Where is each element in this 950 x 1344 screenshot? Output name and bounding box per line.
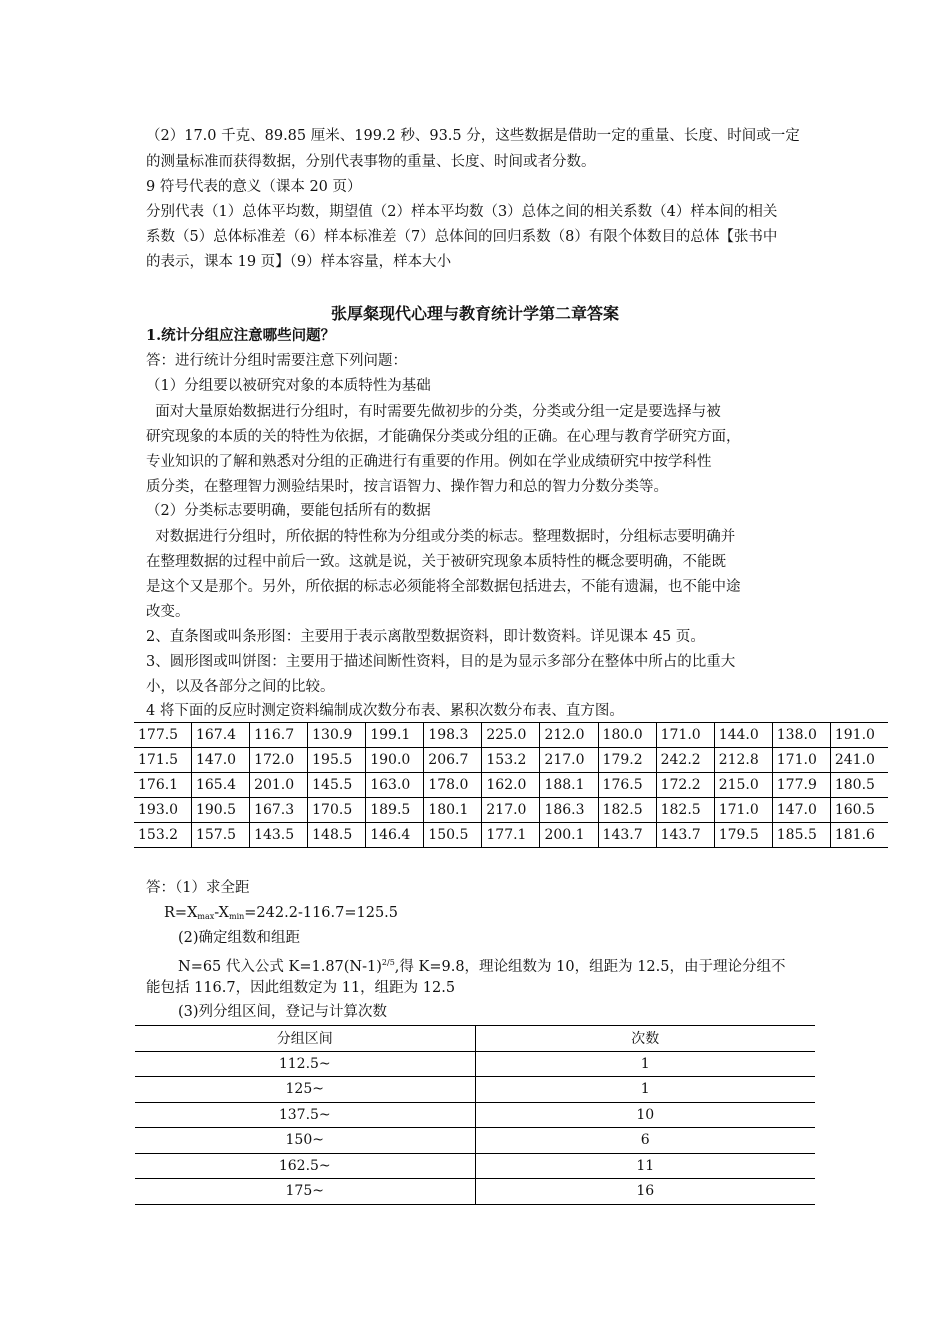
table-cell: 189.5	[366, 798, 424, 823]
table-cell: 241.0	[830, 748, 888, 773]
interval-cell: 162.5~	[135, 1153, 475, 1179]
paragraph-line: 答：进行统计分组时需要注意下列问题：	[146, 353, 407, 369]
table-cell: 138.0	[772, 723, 830, 748]
interval-cell: 150~	[135, 1128, 475, 1154]
table-cell: 143.5	[250, 823, 308, 848]
formula-line: N=65 代入公式 $K=1.87(N-1)^{2/5}$,得 K=9.8，理论组数为 10，组距为 12.5，由于理论分组不	[178, 958, 786, 975]
table-cell: 198.3	[424, 723, 482, 748]
table-row	[135, 1179, 815, 1205]
paragraph-line: 4 将下面的反应时测定资料编制成次数分布表、累积次数分布表、直方图。	[146, 703, 624, 719]
table-cell: 143.7	[598, 823, 656, 848]
table-cell: 212.8	[714, 748, 772, 773]
table-cell: 146.4	[366, 823, 424, 848]
table-cell: 185.5	[772, 823, 830, 848]
table-cell: 217.0	[482, 798, 540, 823]
table-cell: 201.0	[250, 773, 308, 798]
column-header: 分组区间	[135, 1026, 475, 1052]
paragraph-line: 的测量标准而获得数据，分别代表事物的重量、长度、时间或者分数。	[146, 154, 596, 170]
table-cell: 171.0	[656, 723, 714, 748]
table-cell: 157.5	[191, 823, 249, 848]
table-cell: 200.1	[540, 823, 598, 848]
table-cell: 116.7	[250, 723, 308, 748]
paragraph-line: 的表示，课本 19 页】（9）样本容量，样本大小	[146, 254, 452, 270]
paragraph-line: （1）分组要以被研究对象的本质特性为基础	[146, 378, 431, 394]
answer-line: (3)列分组区间，登记与计算次数	[178, 1004, 388, 1020]
table-cell: 199.1	[366, 723, 424, 748]
table-cell: 148.5	[308, 823, 366, 848]
table-row	[134, 748, 888, 773]
table-cell: 180.1	[424, 798, 482, 823]
frequency-cell: 10	[475, 1102, 815, 1128]
table-cell: 178.0	[424, 773, 482, 798]
table-cell: 162.0	[482, 773, 540, 798]
paragraph-line: 小，以及各部分之间的比较。	[146, 679, 335, 695]
frequency-cell: 6	[475, 1128, 815, 1154]
paragraph-line: 是这个又是那个。另外，所依据的标志必须能将全部数据包括进去，不能有遗漏，也不能中途	[146, 579, 741, 595]
frequency-cell: 1	[475, 1051, 815, 1077]
table-cell: 179.5	[714, 823, 772, 848]
table-row	[135, 1051, 815, 1077]
question-heading: 1.统计分组应注意哪些问题？	[146, 327, 336, 344]
table-cell: 167.4	[191, 723, 249, 748]
paragraph-line: 系数（5）总体标准差（6）样本标准差（7）总体间的回归系数（8）有限个体数目的总体【张书中	[146, 229, 778, 245]
frequency-cell: 16	[475, 1179, 815, 1205]
paragraph-line: 2、直条图或叫条形图：主要用于表示离散型数据资料，即计数资料。详见课本 45 页。	[146, 629, 705, 645]
table-cell: 170.5	[308, 798, 366, 823]
table-cell: 225.0	[482, 723, 540, 748]
table-cell: 190.5	[191, 798, 249, 823]
table-cell: 212.0	[540, 723, 598, 748]
table-cell: 176.5	[598, 773, 656, 798]
table-cell: 206.7	[424, 748, 482, 773]
table-cell: 171.5	[134, 748, 191, 773]
paragraph-line: 3、圆形图或叫饼图：主要用于描述间断性资料，目的是为显示多部分在整体中所占的比重大	[146, 654, 736, 670]
table-cell: 153.2	[482, 748, 540, 773]
table-cell: 217.0	[540, 748, 598, 773]
answer-line: 答：（1）求全距	[146, 880, 250, 896]
table-cell: 130.9	[308, 723, 366, 748]
paragraph-line: 专业知识的了解和熟悉对分组的正确进行有重要的作用。例如在学业成绩研究中按学科性	[146, 454, 712, 470]
table-cell: 144.0	[714, 723, 772, 748]
answer-line: 能包括 116.7，因此组数定为 11，组距为 12.5	[146, 980, 456, 996]
table-cell: 177.9	[772, 773, 830, 798]
table-row	[134, 773, 888, 798]
frequency-table	[135, 1025, 815, 1205]
table-cell: 172.2	[656, 773, 714, 798]
table-cell: 195.5	[308, 748, 366, 773]
table-row	[135, 1128, 815, 1154]
table-cell: 143.7	[656, 823, 714, 848]
table-cell: 179.2	[598, 748, 656, 773]
table-cell: 150.5	[424, 823, 482, 848]
interval-cell: 125~	[135, 1077, 475, 1103]
table-cell: 188.1	[540, 773, 598, 798]
paragraph-line: 研究现象的本质的关的特性为依据，才能确保分类或分组的正确。在心理与教育学研究方面，	[146, 429, 741, 445]
paragraph-line: 分别代表（1）总体平均数，期望值（2）样本平均数（3）总体之间的相关系数（4）样本间的相关	[146, 204, 778, 220]
table-cell: 165.4	[191, 773, 249, 798]
table-cell: 215.0	[714, 773, 772, 798]
table-cell: 171.0	[714, 798, 772, 823]
table-cell: 147.0	[191, 748, 249, 773]
paragraph-line: （2）分类标志要明确，要能包括所有的数据	[146, 503, 431, 519]
table-cell: 167.3	[250, 798, 308, 823]
paragraph-line: 面对大量原始数据进行分组时，有时需要先做初步的分类，分类或分组一定是要选择与被	[146, 404, 721, 420]
table-cell: 186.3	[540, 798, 598, 823]
table-cell: 242.2	[656, 748, 714, 773]
table-cell: 163.0	[366, 773, 424, 798]
table-row	[135, 1153, 815, 1179]
paragraph-line: 在整理数据的过程中前后一致。这就是说，关于被研究现象本质特性的概念要明确，不能既	[146, 554, 726, 570]
table-cell: 177.1	[482, 823, 540, 848]
paragraph-line: （2）17.0 千克、89.85 厘米、199.2 秒、93.5 分，这些数据是借助一定的重量、长度、时间或一定	[146, 128, 800, 144]
interval-cell: 112.5~	[135, 1051, 475, 1077]
column-header: 次数	[475, 1026, 815, 1052]
table-cell: 176.1	[134, 773, 191, 798]
interval-cell: 175~	[135, 1179, 475, 1205]
paragraph-line: 质分类，在整理智力测验结果时，按言语智力、操作智力和总的智力分数分类等。	[146, 479, 668, 495]
table-cell: 145.5	[308, 773, 366, 798]
frequency-cell: 1	[475, 1077, 815, 1103]
interval-cell: 137.5~	[135, 1102, 475, 1128]
table-cell: 193.0	[134, 798, 191, 823]
table-row	[135, 1102, 815, 1128]
table-row	[134, 798, 888, 823]
table-row	[134, 723, 888, 748]
table-cell: 190.0	[366, 748, 424, 773]
table-cell: 172.0	[250, 748, 308, 773]
frequency-cell: 11	[475, 1153, 815, 1179]
paragraph-line: 对数据进行分组时，所依据的特性称为分组或分类的标志。整理数据时，分组标志要明确并	[146, 529, 736, 545]
table-cell: 160.5	[830, 798, 888, 823]
chapter-title: 张厚粲现代心理与教育统计学第二章答案	[330, 304, 619, 323]
table-cell: 191.0	[830, 723, 888, 748]
table-cell: 182.5	[598, 798, 656, 823]
table-cell: 181.6	[830, 823, 888, 848]
table-cell: 147.0	[772, 798, 830, 823]
table-header-row	[135, 1026, 815, 1052]
range-formula: $R=X_{max}-X_{min}=242.2-116.7=125.5$	[164, 905, 399, 921]
paragraph-line: 9 符号代表的意义（课本 20 页）	[146, 179, 362, 195]
reaction-time-table	[134, 722, 888, 848]
table-cell: 171.0	[772, 748, 830, 773]
paragraph-line: 改变。	[146, 604, 190, 620]
table-cell: 180.5	[830, 773, 888, 798]
answer-line: (2)确定组数和组距	[178, 930, 301, 946]
table-row	[134, 823, 888, 848]
table-cell: 177.5	[134, 723, 191, 748]
table-row	[135, 1077, 815, 1103]
table-cell: 180.0	[598, 723, 656, 748]
table-cell: 182.5	[656, 798, 714, 823]
table-cell: 153.2	[134, 823, 191, 848]
